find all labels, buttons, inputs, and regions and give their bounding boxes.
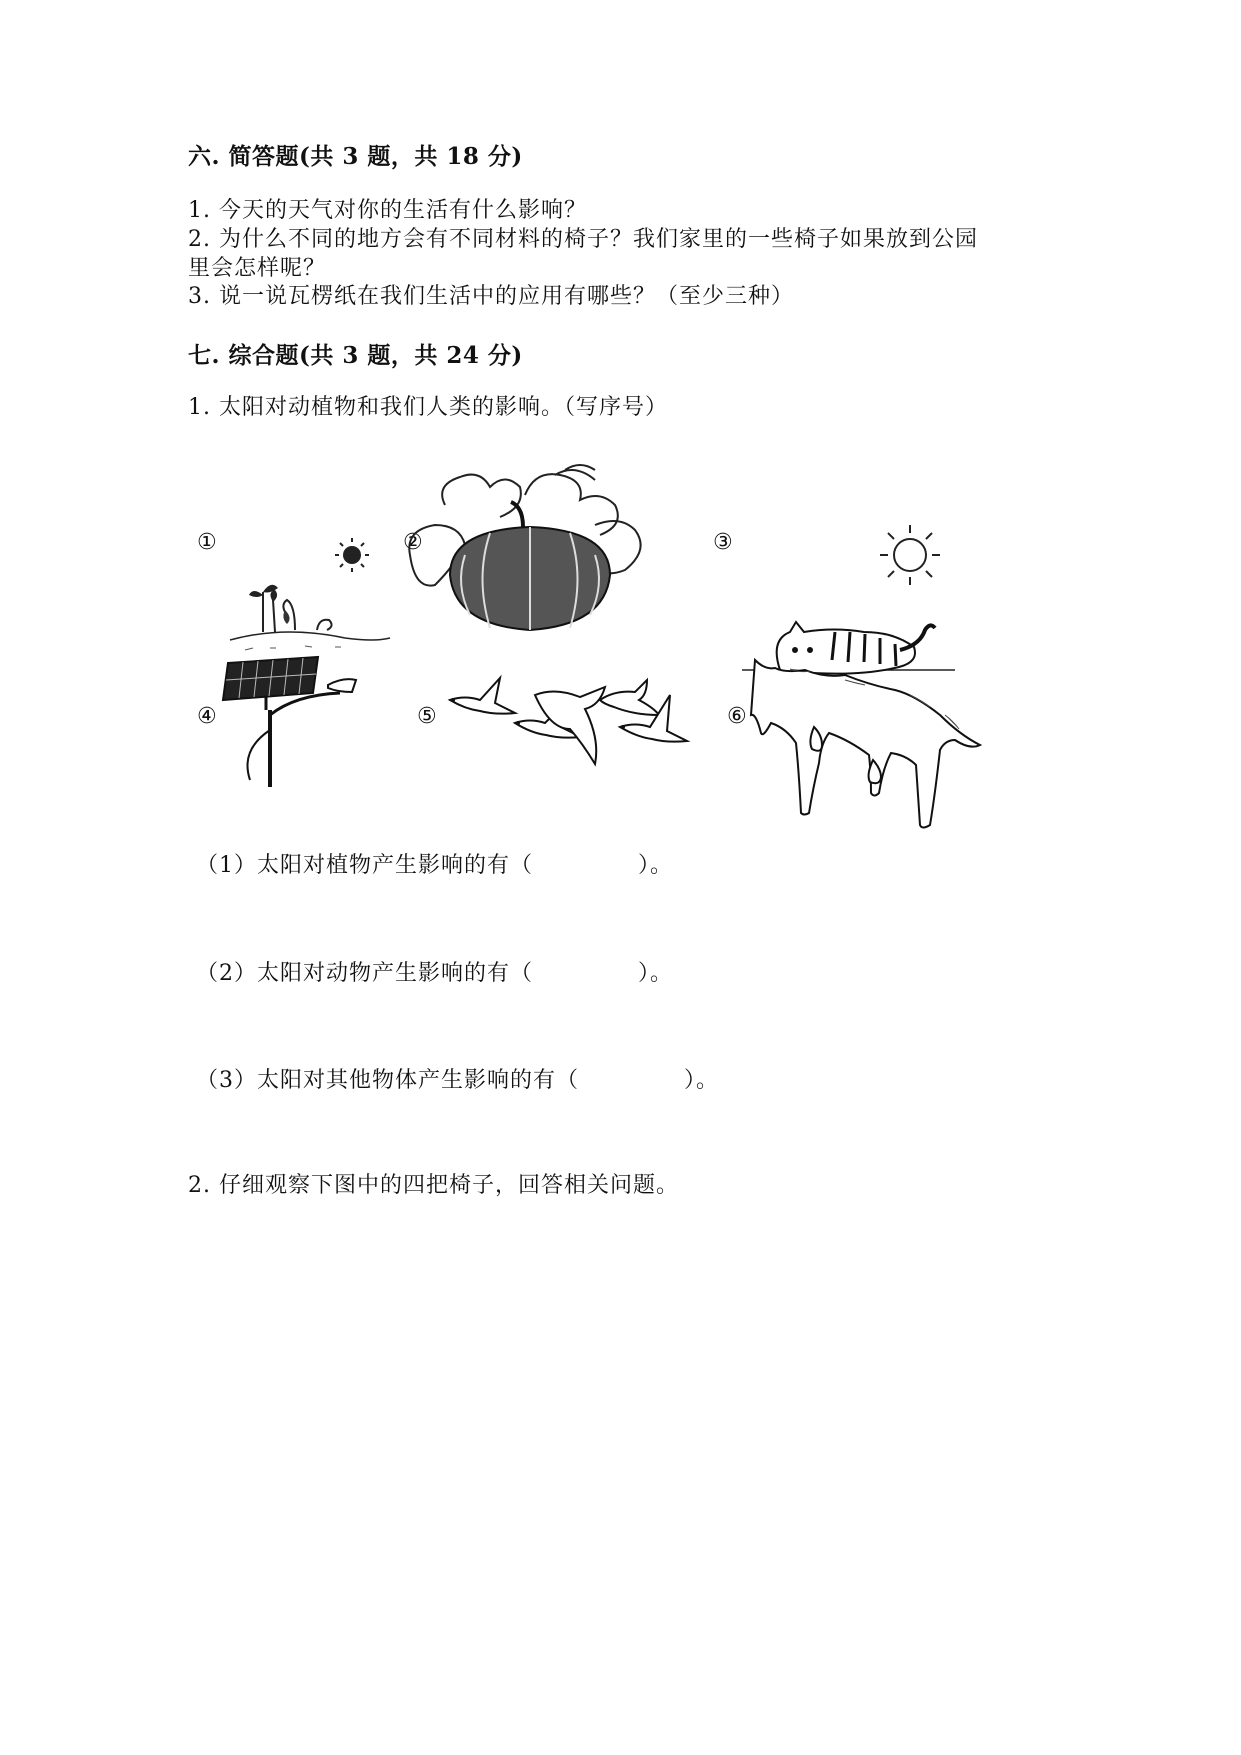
figure-label-3: ③ bbox=[713, 530, 733, 555]
figure-label-5: ⑤ bbox=[417, 704, 437, 729]
section-7-question-2: 2. 仔细观察下图中的四把椅子，回答相关问题。 bbox=[188, 1173, 679, 1198]
sub-question-1-close: ）。 bbox=[638, 853, 674, 878]
section-7-title: 七. 综合题(共 3 题，共 24 分) bbox=[188, 342, 523, 369]
figure-label-4: ④ bbox=[197, 704, 217, 729]
solar-street-lamp-illustration bbox=[218, 655, 393, 790]
sub-question-2 bbox=[196, 956, 673, 987]
figure-label-6: ⑥ bbox=[727, 704, 747, 729]
section-6-question-2-line-2: 里会怎样呢？ bbox=[188, 256, 327, 281]
melting-icicles-illustration bbox=[750, 655, 995, 790]
seedlings-sun-illustration bbox=[225, 530, 395, 670]
section-6-title: 六. 简答题(共 3 题，共 18 分) bbox=[188, 143, 523, 170]
pumpkin-illustration bbox=[405, 465, 655, 635]
sub-question-2-text: （2）太阳对动物产生影响的有（ bbox=[196, 961, 533, 986]
sub-question-1 bbox=[196, 848, 673, 879]
flying-geese-illustration bbox=[445, 655, 715, 775]
section-7-question-1: 1. 太阳对动植物和我们人类的影响。（写序号） bbox=[188, 395, 668, 420]
figure-label-1: ① bbox=[197, 530, 217, 555]
section-6-question-1: 1. 今天的天气对你的生活有什么影响？ bbox=[188, 198, 587, 223]
sub-question-3-close: ）。 bbox=[684, 1068, 720, 1093]
section-6-question-2-line-1: 2. 为什么不同的地方会有不同材料的椅子？我们家里的一些椅子如果放到公园 bbox=[188, 227, 978, 252]
section-6-question-3: 3. 说一说瓦楞纸在我们生活中的应用有哪些？（至少三种） bbox=[188, 284, 794, 309]
sub-question-2-close: ）。 bbox=[638, 961, 674, 986]
figure-label-2: ② bbox=[403, 530, 423, 555]
sub-question-1-text: （1）太阳对植物产生影响的有（ bbox=[196, 853, 533, 878]
sub-question-3-text: （3）太阳对其他物体产生影响的有（ bbox=[196, 1068, 579, 1093]
sub-question-3 bbox=[196, 1063, 719, 1094]
